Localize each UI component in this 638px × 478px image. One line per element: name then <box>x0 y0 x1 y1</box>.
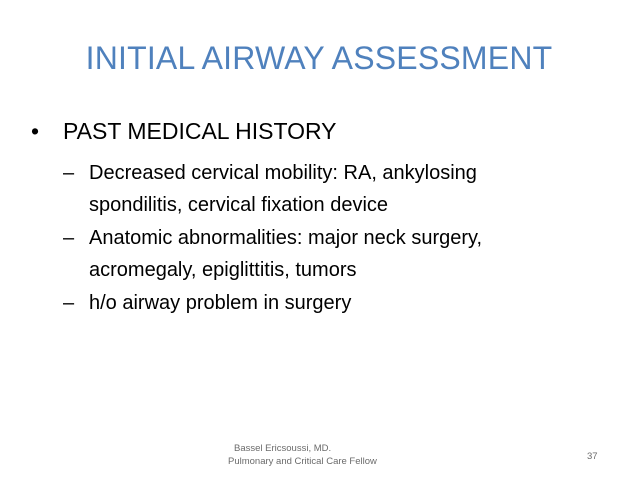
sub-item-text-line1: Decreased cervical mobility: RA, ankylosing <box>89 162 477 184</box>
footer-author <box>228 442 377 468</box>
author-name: Bassel Ericsoussi, MD. <box>234 443 332 454</box>
dash-marker: – <box>63 162 75 184</box>
bullet-text: PAST MEDICAL HISTORY <box>63 118 337 144</box>
slide-title: INITIAL AIRWAY ASSESSMENT <box>85 40 553 76</box>
bullet-item <box>31 118 337 145</box>
sub-item-airway-history <box>63 287 351 319</box>
sub-item-text-line2: spondilitis, cervical fixation device <box>89 194 389 216</box>
author-role: Pulmonary and Critical Care Fellow <box>228 456 377 467</box>
sub-item-cervical-mobility <box>63 157 477 221</box>
dash-marker: – <box>63 227 75 249</box>
sub-item-text-line1: h/o airway problem in surgery <box>89 292 352 314</box>
bullet-marker: • <box>31 118 40 144</box>
sub-item-text-line1: Anatomic abnormalities: major neck surgery, <box>89 227 483 249</box>
page-number: 37 <box>587 451 598 462</box>
dash-marker: – <box>63 292 75 314</box>
sub-item-anatomic-abnormalities <box>63 222 482 286</box>
sub-item-text-line2: acromegaly, epiglittitis, tumors <box>89 259 357 281</box>
